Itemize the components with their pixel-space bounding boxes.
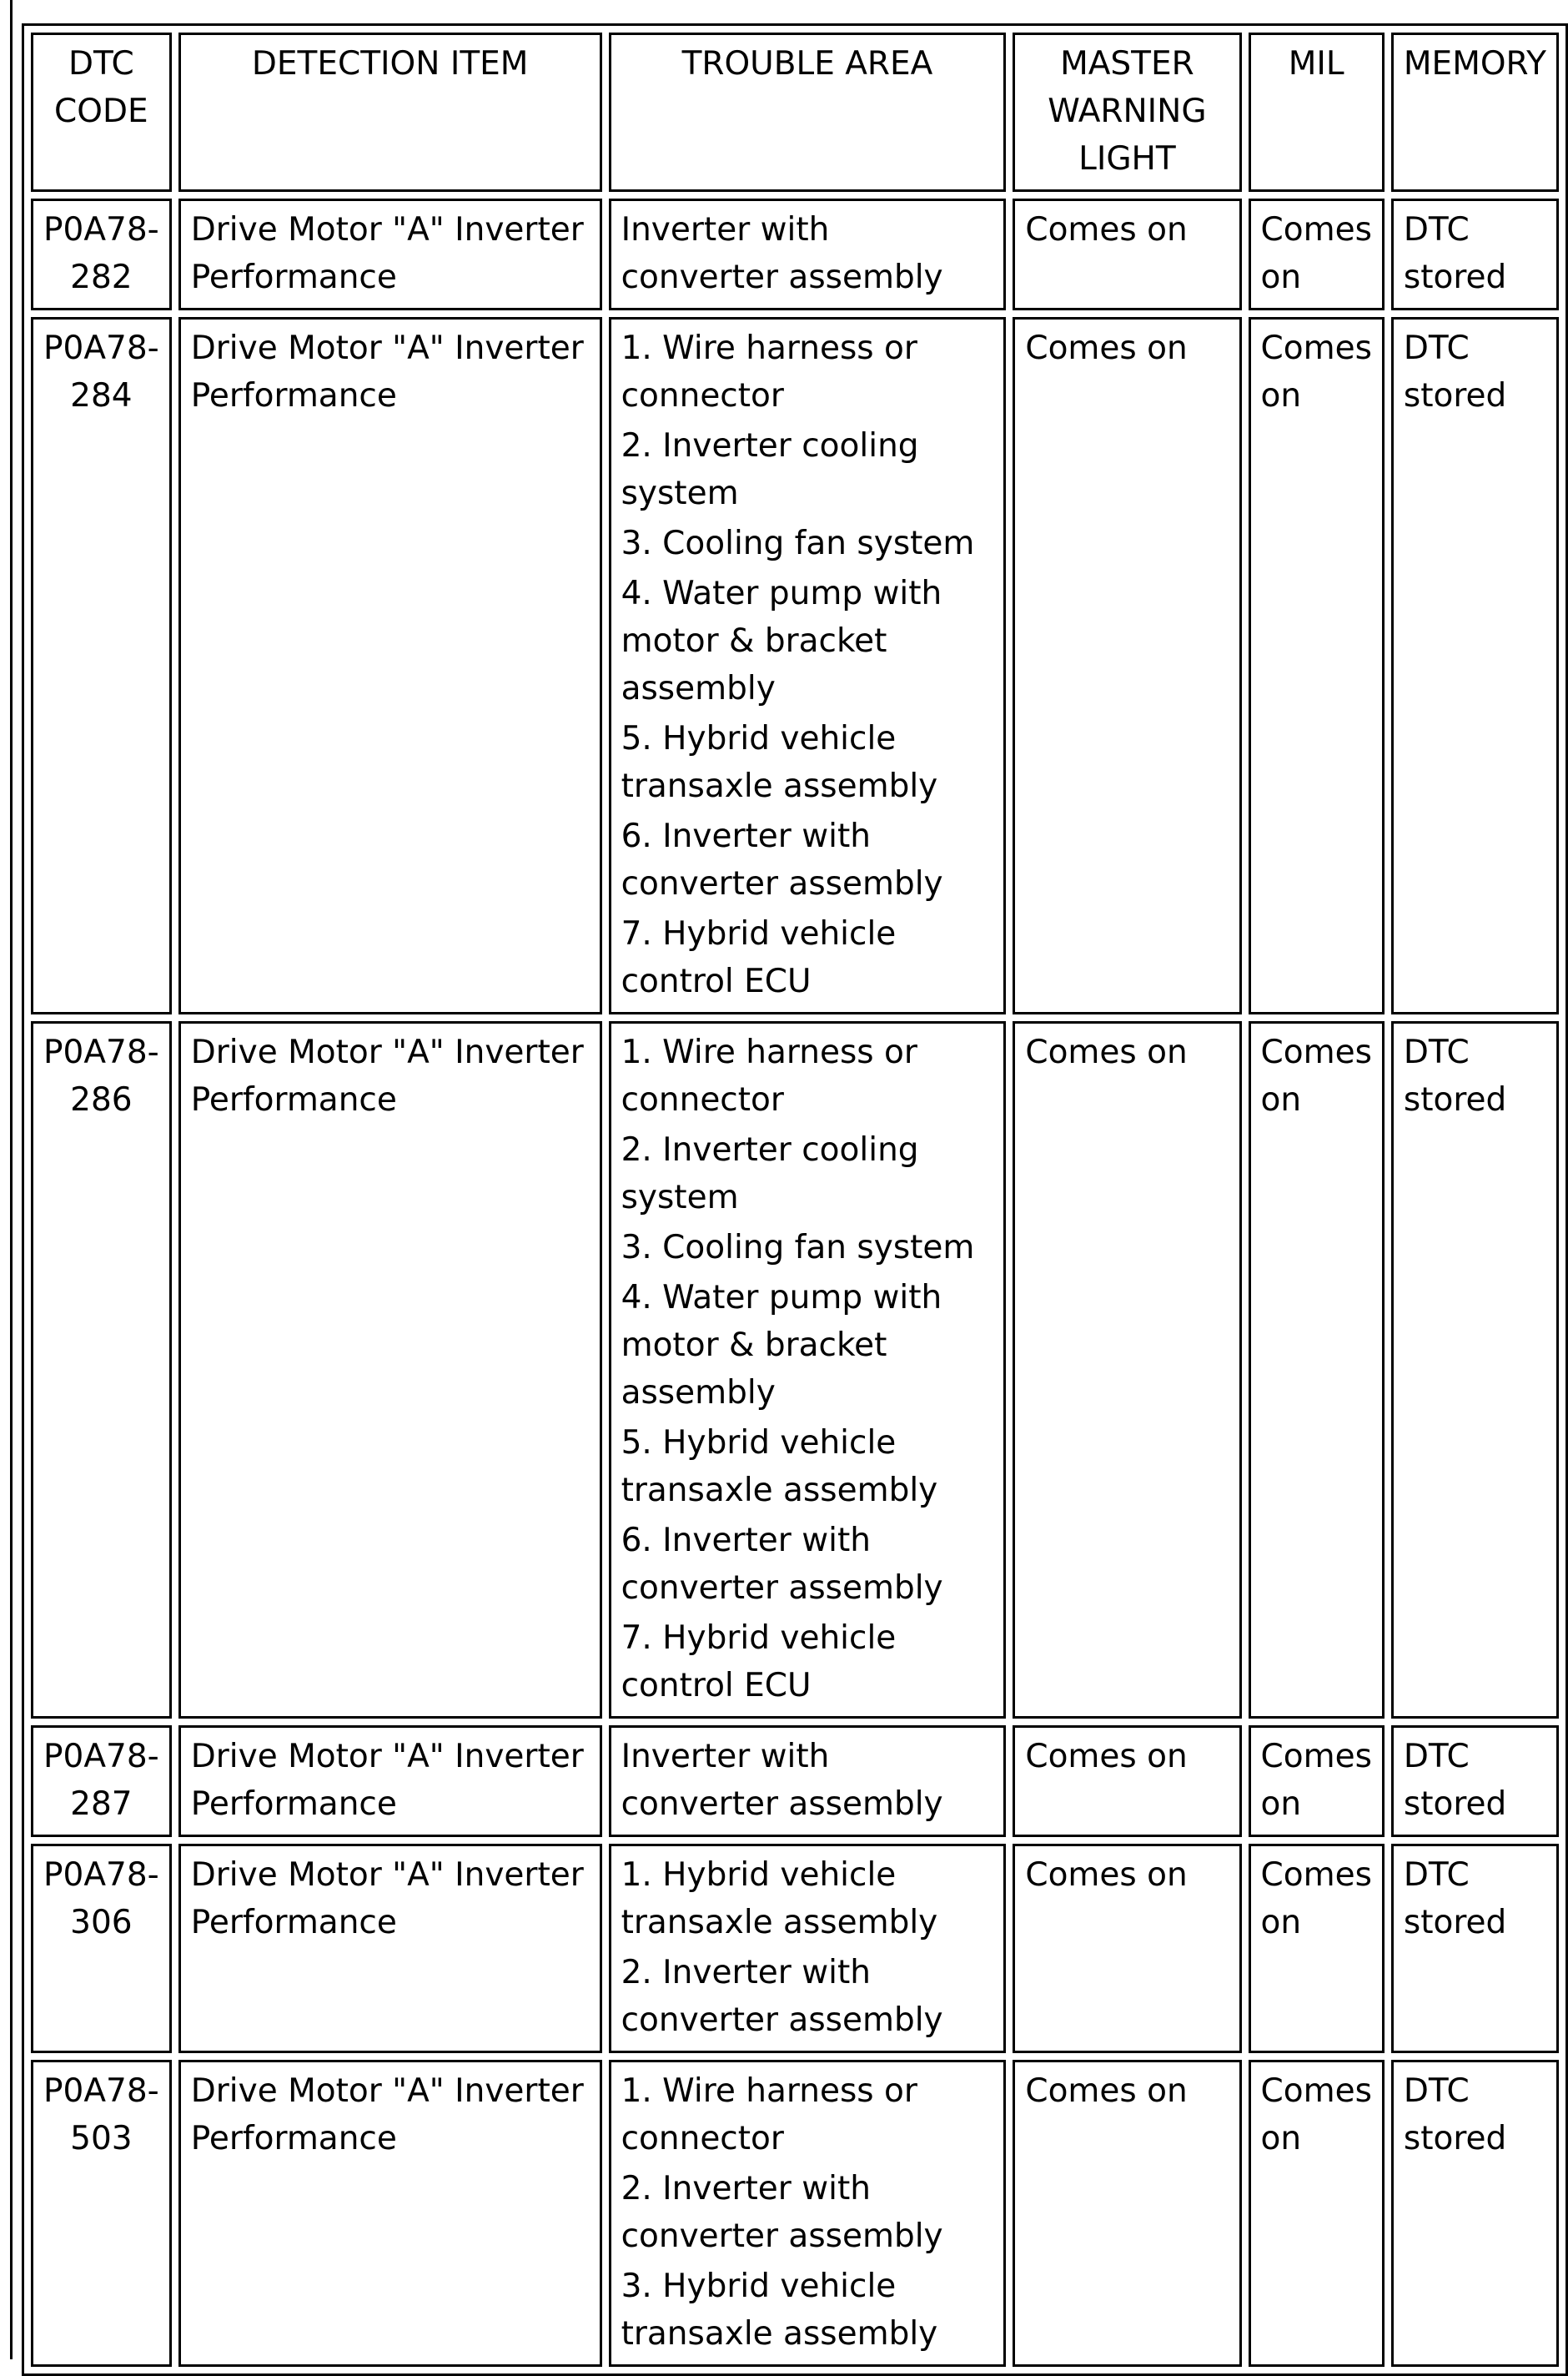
trouble-area-item: 5. Hybrid vehicle transaxle assembly — [621, 720, 938, 805]
trouble-area-cell — [609, 1725, 1007, 1837]
trouble-area-item: 6. Inverter with converter assembly — [621, 1522, 943, 1607]
trouble-area-item: 6. Inverter with converter assembly — [621, 818, 943, 903]
detection-item-cell: Drive Motor "A" Inverter Performance — [178, 1725, 602, 1837]
table-body — [31, 199, 1559, 2367]
mil-cell: Comes on — [1249, 1725, 1385, 1837]
header-row — [31, 33, 1559, 192]
master-warning-cell: Comes on — [1013, 2060, 1241, 2367]
memory-cell: DTC stored — [1391, 1844, 1559, 2053]
trouble-area-item: 1. Wire harness or connector — [621, 2072, 917, 2157]
dtc-table — [22, 23, 1568, 2376]
dtc-code-cell: P0A78-503 — [31, 2060, 172, 2367]
trouble-area-item: 2. Inverter with converter assembly — [621, 1954, 943, 2039]
header-dtc-code: DTC CODE — [31, 33, 172, 192]
trouble-area-cell — [609, 317, 1007, 1014]
memory-cell: DTC stored — [1391, 1021, 1559, 1719]
trouble-area-cell — [609, 1844, 1007, 2053]
mil-cell: Comes on — [1249, 1844, 1385, 2053]
table-row — [31, 317, 1559, 1014]
detection-item-cell: Drive Motor "A" Inverter Performance — [178, 199, 602, 310]
header-trouble-area: TROUBLE AREA — [609, 33, 1007, 192]
master-warning-cell: Comes on — [1013, 1725, 1241, 1837]
trouble-area-item: 7. Hybrid vehicle control ECU — [621, 915, 897, 1000]
detection-item-cell: Drive Motor "A" Inverter Performance — [178, 1021, 602, 1719]
table-row — [31, 1021, 1559, 1719]
trouble-area-item: 5. Hybrid vehicle transaxle assembly — [621, 1424, 938, 1509]
table-row — [31, 1725, 1559, 1837]
detection-item-cell: Drive Motor "A" Inverter Performance — [178, 317, 602, 1014]
trouble-area-item: Inverter with converter assembly — [621, 211, 943, 296]
memory-cell: DTC stored — [1391, 199, 1559, 310]
trouble-area-item: 7. Hybrid vehicle control ECU — [621, 1619, 897, 1704]
trouble-area-item: 2. Inverter cooling system — [621, 427, 919, 512]
memory-cell: DTC stored — [1391, 317, 1559, 1014]
trouble-area-item: 4. Water pump with motor & bracket assembly — [621, 575, 942, 707]
header-master-warning-light: MASTER WARNING LIGHT — [1013, 33, 1241, 192]
header-memory: MEMORY — [1391, 33, 1559, 192]
page-left-rule — [10, 0, 13, 2359]
trouble-area-item: 1. Hybrid vehicle transaxle assembly — [621, 1856, 938, 1941]
dtc-code-cell: P0A78-287 — [31, 1725, 172, 1837]
trouble-area-item: 3. Cooling fan system — [621, 525, 975, 562]
master-warning-cell: Comes on — [1013, 317, 1241, 1014]
memory-cell: DTC stored — [1391, 2060, 1559, 2367]
trouble-area-item: 1. Wire harness or connector — [621, 330, 917, 415]
trouble-area-item: 2. Inverter cooling system — [621, 1131, 919, 1216]
dtc-code-cell: P0A78-306 — [31, 1844, 172, 2053]
table-row — [31, 1844, 1559, 2053]
mil-cell: Comes on — [1249, 199, 1385, 310]
dtc-code-cell: P0A78-286 — [31, 1021, 172, 1719]
detection-item-cell: Drive Motor "A" Inverter Performance — [178, 1844, 602, 2053]
detection-item-cell: Drive Motor "A" Inverter Performance — [178, 2060, 602, 2367]
header-mil: MIL — [1249, 33, 1385, 192]
mil-cell: Comes on — [1249, 317, 1385, 1014]
dtc-code-cell: P0A78-282 — [31, 199, 172, 310]
dtc-table-container — [22, 23, 1568, 2376]
trouble-area-item: 3. Cooling fan system — [621, 1229, 975, 1266]
table-row — [31, 2060, 1559, 2367]
memory-cell: DTC stored — [1391, 1725, 1559, 1837]
trouble-area-item: Inverter with converter assembly — [621, 1738, 943, 1823]
master-warning-cell: Comes on — [1013, 199, 1241, 310]
trouble-area-cell — [609, 199, 1007, 310]
dtc-code-cell: P0A78-284 — [31, 317, 172, 1014]
header-detection-item: DETECTION ITEM — [178, 33, 602, 192]
trouble-area-cell — [609, 1021, 1007, 1719]
master-warning-cell: Comes on — [1013, 1021, 1241, 1719]
mil-cell: Comes on — [1249, 1021, 1385, 1719]
table-row — [31, 199, 1559, 310]
trouble-area-item: 4. Water pump with motor & bracket assembly — [621, 1279, 942, 1412]
mil-cell: Comes on — [1249, 2060, 1385, 2367]
trouble-area-cell — [609, 2060, 1007, 2367]
trouble-area-item: 1. Wire harness or connector — [621, 1034, 917, 1119]
trouble-area-item: 2. Inverter with converter assembly — [621, 2170, 943, 2255]
master-warning-cell: Comes on — [1013, 1844, 1241, 2053]
trouble-area-item: 3. Hybrid vehicle transaxle assembly — [621, 2268, 938, 2353]
